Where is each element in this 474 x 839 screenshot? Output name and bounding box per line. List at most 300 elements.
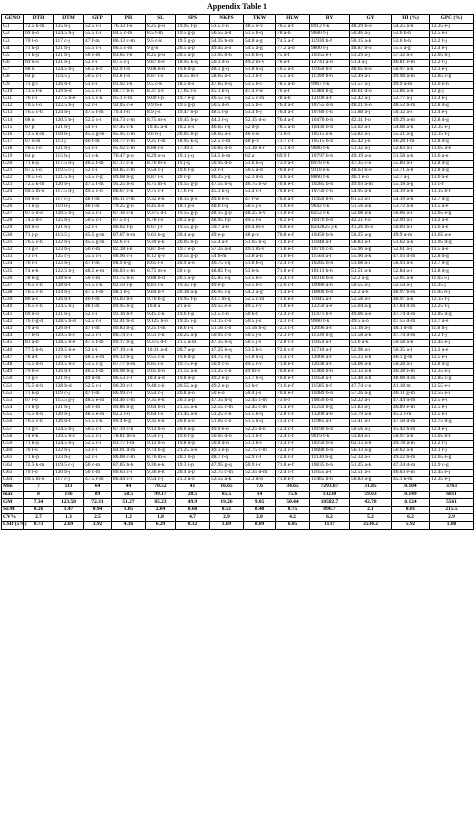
table-cell: 21 a-o: [176, 304, 210, 311]
table-cell: 78 a-b: [276, 31, 310, 38]
table-cell: 34.65: [276, 484, 310, 492]
table-cell: 89.86 b-g: [112, 404, 146, 411]
table-cell: 70.8 e-f: [276, 225, 310, 232]
table-cell: 8.45 n-s: [146, 203, 176, 210]
table-cell: 124.5 b-j: [54, 440, 84, 447]
table-cell: 10113 b-h: [310, 268, 350, 275]
row-label: G12: [2, 103, 24, 110]
row-label: G62: [2, 462, 24, 469]
table-cell: 52.08 a-k: [350, 210, 392, 217]
table-cell: 82.9 f-n: [112, 67, 146, 74]
table-row: [2, 31, 474, 38]
table-cell: 56.25 a-g: [350, 232, 392, 239]
table-cell: 84.77 c-m: [112, 139, 146, 146]
table-cell: 10476 b-h: [310, 218, 350, 225]
table-cell: 46.75 b-w: [244, 182, 276, 189]
table-cell: 73.4 c-f: [276, 354, 310, 361]
table-cell: 19.7 e-p: [176, 246, 210, 253]
table-cell: 70 l-o: [24, 38, 54, 45]
table-cell: 8: [24, 491, 54, 499]
table-cell: 86.44 c-l: [112, 476, 146, 483]
table-cell: 69 n-o: [24, 311, 54, 318]
table-cell: 10285 b-h: [310, 261, 350, 268]
table-cell: 10582.7: [310, 499, 350, 507]
table-cell: 76.5 c-h: [24, 282, 54, 289]
table-cell: 128.5 b-d: [54, 318, 84, 325]
table-cell: 44.3 l-q: [210, 117, 244, 124]
table-cell: 69.9 f: [276, 153, 310, 160]
table-cell: 70.8 e-f: [276, 167, 310, 174]
table-cell: 51.58 a-k: [392, 153, 430, 160]
table-cell: 12.4 e-j: [430, 426, 474, 433]
table-cell: 51.3 h-r: [244, 440, 276, 447]
table-cell: 75.5 d-h: [24, 383, 54, 390]
table-cell: 48 f-m: [84, 203, 112, 210]
table-cell: 77.2 a-b: [276, 45, 310, 52]
table-cell: 51.6 h-q: [244, 160, 276, 167]
table-cell: 86.53 c-l: [112, 376, 146, 383]
table-cell: 11130 b-g: [310, 455, 350, 462]
table-cell: 51.4 a-j: [350, 59, 392, 66]
table-cell: 78 a-f: [24, 354, 54, 361]
table-cell: 8978 f-k: [310, 160, 350, 167]
row-label: G40: [2, 304, 24, 311]
table-cell: 12.65 e-g: [430, 210, 474, 217]
table-cell: 215.5: [430, 506, 474, 514]
table-cell: 117.5 d-j: [54, 160, 84, 167]
table-cell: 51.5 c-k: [84, 282, 112, 289]
table-cell: 121 b-j: [54, 225, 84, 232]
table-cell: 9619 f-k: [310, 433, 350, 440]
table-cell: 71.6 e-f: [276, 297, 310, 304]
table-cell: 86.74 c-l: [112, 333, 146, 340]
table-cell: 50.09 a-l: [392, 225, 430, 232]
table-cell: 53.5 b-i: [244, 347, 276, 354]
table-cell: 50.55 a-j: [350, 282, 392, 289]
table-cell: 124.5 b-j: [54, 426, 84, 433]
table-cell: 10.45 a-d: [146, 124, 176, 131]
table-cell: 10515 e-k: [310, 131, 350, 138]
table-cell: 55.5 c-i: [84, 31, 112, 38]
table-cell: 50.4 j-s: [244, 390, 276, 397]
table-cell: 53.5 b-i: [244, 81, 276, 88]
table-cell: 46.1 g-m: [392, 354, 430, 361]
table-cell: 12.85 c-g: [430, 376, 474, 383]
table-cell: 52 c-i: [84, 225, 112, 232]
table-cell: 52.22 a-i: [350, 397, 392, 404]
table-cell: 49.1 m-v: [244, 246, 276, 253]
table-row: [2, 268, 474, 275]
table-cell: 16.65: [210, 484, 244, 492]
table-cell: 47.5 f-m: [84, 476, 112, 483]
table-cell: 70 l-o: [24, 469, 54, 476]
table-cell: 58.83 a-f: [350, 239, 392, 246]
table-cell: 42.78: [350, 499, 392, 507]
table-cell: 70.8 e-f: [276, 182, 310, 189]
page-title: Appendix Table 1: [206, 2, 268, 11]
column-header: DTM: [54, 15, 84, 24]
table-cell: 52 d-p: [244, 124, 276, 131]
row-label: G55: [2, 412, 24, 419]
table-cell: 47.5 f-m: [84, 110, 112, 117]
table-cell: 52.5 c-m: [210, 139, 244, 146]
table-cell: 45.5 g-m: [84, 232, 112, 239]
table-cell: 128.5 b-e: [54, 340, 84, 347]
table-cell: 18.95 k-q: [176, 139, 210, 146]
table-cell: 49.5 l-v: [244, 361, 276, 368]
table-cell: 51 h-r: [244, 383, 276, 390]
table-cell: 14: [244, 491, 276, 499]
row-label: SEM: [2, 506, 24, 514]
table-cell: 59.7 a-b: [210, 225, 244, 232]
table-cell: 70.8 e-f: [276, 369, 310, 376]
table-cell: 45.5 g-m: [84, 239, 112, 246]
table-cell: 76.5 c-h: [24, 289, 54, 296]
table-cell: 71 k-p: [24, 404, 54, 411]
table-cell: 76.33 l-o: [112, 24, 146, 31]
table-cell: 72.31: [84, 499, 112, 507]
table-row: [2, 38, 474, 45]
table-cell: 9.84 b-f: [146, 289, 176, 296]
table-cell: 9.39 e-k: [146, 239, 176, 246]
table-cell: 9.9 b-e: [146, 103, 176, 110]
table-cell: 0.149: [392, 491, 430, 499]
table-cell: 12.5 e-i: [430, 412, 474, 419]
table-cell: 49.9 e-o: [210, 426, 244, 433]
table-cell: 10450 b-h: [310, 232, 350, 239]
table-cell: 11.8 h-j: [430, 325, 474, 332]
table-cell: 86.5 c-m: [112, 45, 146, 52]
table-cell: 8912 f-k: [310, 24, 350, 31]
table-cell: 47.55 d-m: [392, 318, 430, 325]
table-cell: 21.25 a-o: [176, 448, 210, 455]
table-cell: 50 e-o: [210, 390, 244, 397]
table-cell: 73 b-f: [276, 131, 310, 138]
table-cell: 1.3: [54, 514, 84, 522]
table-cell: 75.5 a-f: [276, 74, 310, 81]
table-cell: 19.3 i-p: [176, 462, 210, 469]
table-cell: 8.5 f-m: [146, 31, 176, 38]
table-cell: 55.5 c-i: [84, 433, 112, 440]
table-cell: 12.35 e-j: [430, 24, 474, 31]
table-cell: 83.65 i-n: [112, 52, 146, 59]
table-cell: 48.1 d-m: [392, 325, 430, 332]
table-cell: 1137: [310, 521, 350, 529]
table-cell: 53.5 b-i: [244, 282, 276, 289]
table-cell: 55.5 c-i: [84, 88, 112, 95]
table-cell: 52.83 a-i: [392, 146, 430, 153]
table-cell: 19.8 d-p: [176, 354, 210, 361]
row-label: G34: [2, 261, 24, 268]
table-cell: 67 o-m: [24, 139, 54, 146]
table-cell: 19 j-q: [176, 160, 210, 167]
table-cell: 12.15 f-j: [430, 131, 474, 138]
table-cell: 1.69: [210, 521, 244, 529]
table-cell: 48.5 o-v: [244, 24, 276, 31]
table-cell: 118 b-j: [54, 131, 84, 138]
table-cell: 53.8 a-h: [244, 254, 276, 261]
table-cell: 51.6 h-q: [244, 52, 276, 59]
table-cell: 67.5 l-o: [24, 167, 54, 174]
table-cell: 20.55 a-p: [176, 383, 210, 390]
table-cell: 47 r-w: [244, 196, 276, 203]
table-cell: 53.4 b-j: [244, 110, 276, 117]
table-cell: 12.5 e-i: [430, 404, 474, 411]
table-cell: 12.95 d-g: [430, 239, 474, 246]
table-cell: 120.5 b-j: [54, 210, 84, 217]
table-cell: 136: [54, 491, 84, 499]
table-cell: 56.5 b-f: [84, 67, 112, 74]
table-cell: 71.8 e-f: [276, 239, 310, 246]
table-cell: 10355 e-i: [310, 52, 350, 59]
table-cell: 0.01: [392, 506, 430, 514]
table-cell: 61.53 a-i: [350, 196, 392, 203]
table-cell: 9.32 e-k: [146, 419, 176, 426]
table-cell: 48.87 b-o: [350, 45, 392, 52]
table-cell: 124 b-j: [54, 289, 84, 296]
table-cell: 78.5 a-b: [276, 81, 310, 88]
table-cell: 6.05: [276, 521, 310, 529]
table-cell: 54.06 a-h: [350, 361, 392, 368]
table-cell: 9.65 b-h: [146, 369, 176, 376]
table-cell: 48 p-v: [244, 139, 276, 146]
table-cell: 12.5 e-i: [430, 354, 474, 361]
table-cell: 73.5 f-k: [24, 88, 54, 95]
table-cell: 9.55 c-k: [146, 354, 176, 361]
table-cell: 13.6 a-e: [430, 225, 474, 232]
table-cell: 3.92: [84, 521, 112, 529]
table-cell: 12.5 e-i: [430, 31, 474, 38]
table-cell: 12.85 c-g: [430, 74, 474, 81]
table-cell: 56.13 a-g: [350, 448, 392, 455]
table-cell: 47.35 h-q: [210, 397, 244, 404]
table-cell: 115 h-j: [54, 153, 84, 160]
table-cell: 11985 a-f: [310, 419, 350, 426]
row-label: G6: [2, 59, 24, 66]
row-label: G64: [2, 476, 24, 483]
table-cell: 69.5 m-o: [24, 476, 54, 483]
row-label: G46: [2, 347, 24, 354]
column-header: GPC (%): [430, 15, 474, 24]
table-cell: 9.48 c-k: [146, 383, 176, 390]
table-cell: 52.15 d-o: [244, 117, 276, 124]
table-cell: 71.8 e-f: [276, 462, 310, 469]
table-cell: 47 f-m: [84, 261, 112, 268]
table-cell: 50.5 c-l: [84, 426, 112, 433]
table-cell: 52.5 c-i: [84, 383, 112, 390]
table-cell: 120.5 b-j: [54, 117, 84, 124]
table-cell: 72.5 k-m: [24, 24, 54, 31]
table-cell: 51.8 h-q: [244, 354, 276, 361]
table-cell: 8.25 p-u: [146, 24, 176, 31]
table-cell: 52.5 c-i: [84, 117, 112, 124]
table-cell: 51.83 a-j: [350, 404, 392, 411]
row-label: G31: [2, 239, 24, 246]
table-cell: 54 b-m: [210, 254, 244, 261]
table-cell: 49.2 e-p: [210, 383, 244, 390]
table-cell: 46.11 g-m: [392, 390, 430, 397]
table-cell: 8.9 j-s: [146, 110, 176, 117]
table-cell: 45.5 g-m: [84, 131, 112, 138]
table-cell: 76.5 c-h: [24, 419, 54, 426]
table-cell: 72.3 c-f: [276, 333, 310, 340]
table-cell: 3763: [430, 484, 474, 492]
table-cell: 21.55 a-k: [176, 369, 210, 376]
table-cell: 75 a-f: [276, 52, 310, 59]
table-cell: 78 a-b: [276, 95, 310, 102]
table-cell: 0.104: [392, 484, 430, 492]
table-cell: 12.8 d-g: [430, 254, 474, 261]
table-cell: 12.55 e-i: [430, 390, 474, 397]
table-cell: 89.4 b-g: [112, 419, 146, 426]
table-cell: 12 g-j: [430, 88, 474, 95]
table-cell: 20.3 a-p: [176, 397, 210, 404]
table-cell: 10750 c-h: [310, 189, 350, 196]
table-cell: 12.1 f-j: [430, 448, 474, 455]
table-cell: 51.05 c-o: [210, 419, 244, 426]
table-cell: 123.58: [54, 499, 84, 507]
table-cell: 64 p: [24, 153, 54, 160]
table-cell: 46.28 f-m: [392, 139, 430, 146]
table-cell: 47.5 f-m: [84, 182, 112, 189]
table-cell: 48.25 n-v: [244, 210, 276, 217]
table-cell: 53.72 a-h: [392, 203, 430, 210]
table-cell: 51.3 h-r: [244, 74, 276, 81]
table-cell: 49.98 a-m: [392, 74, 430, 81]
table-cell: 52.45 c-m: [244, 404, 276, 411]
table-cell: 19.5 g-p: [176, 38, 210, 45]
table-cell: 53.6 b-h: [392, 38, 430, 45]
table-cell: 53 c-l: [210, 167, 244, 174]
table-cell: 70.5 l-o: [24, 103, 54, 110]
table-cell: 82.59 i-p: [112, 282, 146, 289]
table-cell: 47.5 f-m: [84, 289, 112, 296]
table-cell: 49.5 l-s: [244, 218, 276, 225]
table-cell: 122.5 b-j: [54, 103, 84, 110]
table-cell: 71 k-p: [24, 160, 54, 167]
table-cell: 12.45 e-j: [430, 340, 474, 347]
table-cell: 11250 b-g: [310, 404, 350, 411]
table-cell: 10780 c-h: [310, 110, 350, 117]
table-cell: 41: [176, 484, 210, 492]
table-cell: 128 b-f: [54, 282, 84, 289]
table-cell: 9.05: [244, 499, 276, 507]
table-cell: 126 b-f: [54, 81, 84, 88]
table-cell: 9.375 d-i: [146, 340, 176, 347]
table-cell: 127 b-f: [54, 354, 84, 361]
table-cell: 53.5 c-g: [84, 174, 112, 181]
table-cell: 52.3 d-n: [244, 476, 276, 483]
table-cell: 11564 a-f: [310, 254, 350, 261]
table-cell: 71.6 e-f: [276, 383, 310, 390]
row-label: G23: [2, 182, 24, 189]
table-cell: 54.95 a-h: [350, 189, 392, 196]
table-cell: 12.8 d-g: [430, 103, 474, 110]
table-cell: 19.55 g-p: [176, 254, 210, 261]
table-cell: 82.18 i-n: [112, 246, 146, 253]
table-cell: 11471 b-f: [310, 311, 350, 318]
table-cell: 12.7 d-g: [430, 196, 474, 203]
table-cell: 19.95 f-p: [176, 297, 210, 304]
table-cell: 76 c-g-d: [24, 318, 54, 325]
table-cell: 41.18 m: [392, 383, 430, 390]
table-cell: 48.7 f-q: [210, 455, 244, 462]
table-cell: 52.77 a-j: [392, 95, 430, 102]
table-cell: 71.8 e-f: [276, 304, 310, 311]
table-cell: 19.35 i-p: [176, 282, 210, 289]
table-cell: 58.65 a-c: [210, 74, 244, 81]
table-cell: 79.25 g-n: [112, 203, 146, 210]
table-cell: 13.65 a-e: [430, 146, 474, 153]
table-cell: 52.42 a-j: [350, 95, 392, 102]
table-cell: 55.23 a-h: [350, 354, 392, 361]
table-cell: 53 c-i: [84, 448, 112, 455]
summary-row: [2, 506, 474, 514]
table-cell: 9.5 c-k: [146, 38, 176, 45]
row-label: G33: [2, 254, 24, 261]
table-cell: 75.5 d-h: [24, 361, 54, 368]
table-cell: 52.99 a-i: [392, 218, 430, 225]
row-label: max: [2, 491, 24, 499]
table-cell: 18.95 k-q: [176, 59, 210, 66]
table-cell: 51.88 a-j: [350, 110, 392, 117]
table-cell: 125 b-j: [54, 218, 84, 225]
table-cell: 123 b-j: [54, 455, 84, 462]
table-row: [2, 189, 474, 196]
table-cell: 11930 b-f: [310, 38, 350, 45]
table-cell: 9.88 b-d: [146, 275, 176, 282]
table-cell: 89.33 b-g: [112, 354, 146, 361]
table-cell: 20.8 a-o: [176, 390, 210, 397]
table-cell: 49.29 a-m: [392, 117, 430, 124]
table-cell: 13230: [310, 491, 350, 499]
table-cell: 31.85: [350, 484, 392, 492]
table-cell: 70.8 e-f: [276, 189, 310, 196]
table-cell: 50.35 a-l: [392, 347, 430, 354]
table-cell: 124.5 b-j: [54, 67, 84, 74]
table-cell: 11848 a-f: [310, 239, 350, 246]
table-cell: 67.5 n-o: [24, 210, 54, 217]
table-cell: 13.2 a-e: [430, 218, 474, 225]
table-cell: 124 b-j: [54, 110, 84, 117]
table-cell: 52.2 a-k: [350, 289, 392, 296]
table-cell: 9.5 c-k: [146, 81, 176, 88]
table-cell: 20.05 b-p: [176, 239, 210, 246]
table-cell: 46.89 e-m: [392, 404, 430, 411]
table-cell: 11330 b-g: [310, 333, 350, 340]
table-cell: 80 a-c: [24, 297, 54, 304]
table-cell: 53.33 a-h: [350, 369, 392, 376]
table-cell: 80.96 c-l: [112, 254, 146, 261]
table-cell: 5.92: [392, 521, 430, 529]
table-cell: 6811: [430, 491, 474, 499]
table-cell: 50.32 a-l: [392, 110, 430, 117]
table-cell: 13.6 a-e: [430, 153, 474, 160]
table-cell: 46.5 f-m: [84, 369, 112, 376]
table-cell: 73 g-l: [24, 81, 54, 88]
table-cell: 52.35 d-m: [244, 469, 276, 476]
table-cell: 74.5 a-f: [276, 38, 310, 45]
table-cell: 127.5 b-e: [54, 95, 84, 102]
table-cell: 55.4 a-f: [210, 239, 244, 246]
table-cell: 52.49 a-i: [350, 74, 392, 81]
table-cell: 72.5 k-m: [24, 131, 54, 138]
table-cell: 48.63 b-o: [350, 167, 392, 174]
table-row: [2, 455, 474, 462]
table-cell: 70.5 l-o: [24, 146, 54, 153]
table-cell: 71.7 c-f: [276, 139, 310, 146]
table-cell: 13200 a-b: [310, 412, 350, 419]
